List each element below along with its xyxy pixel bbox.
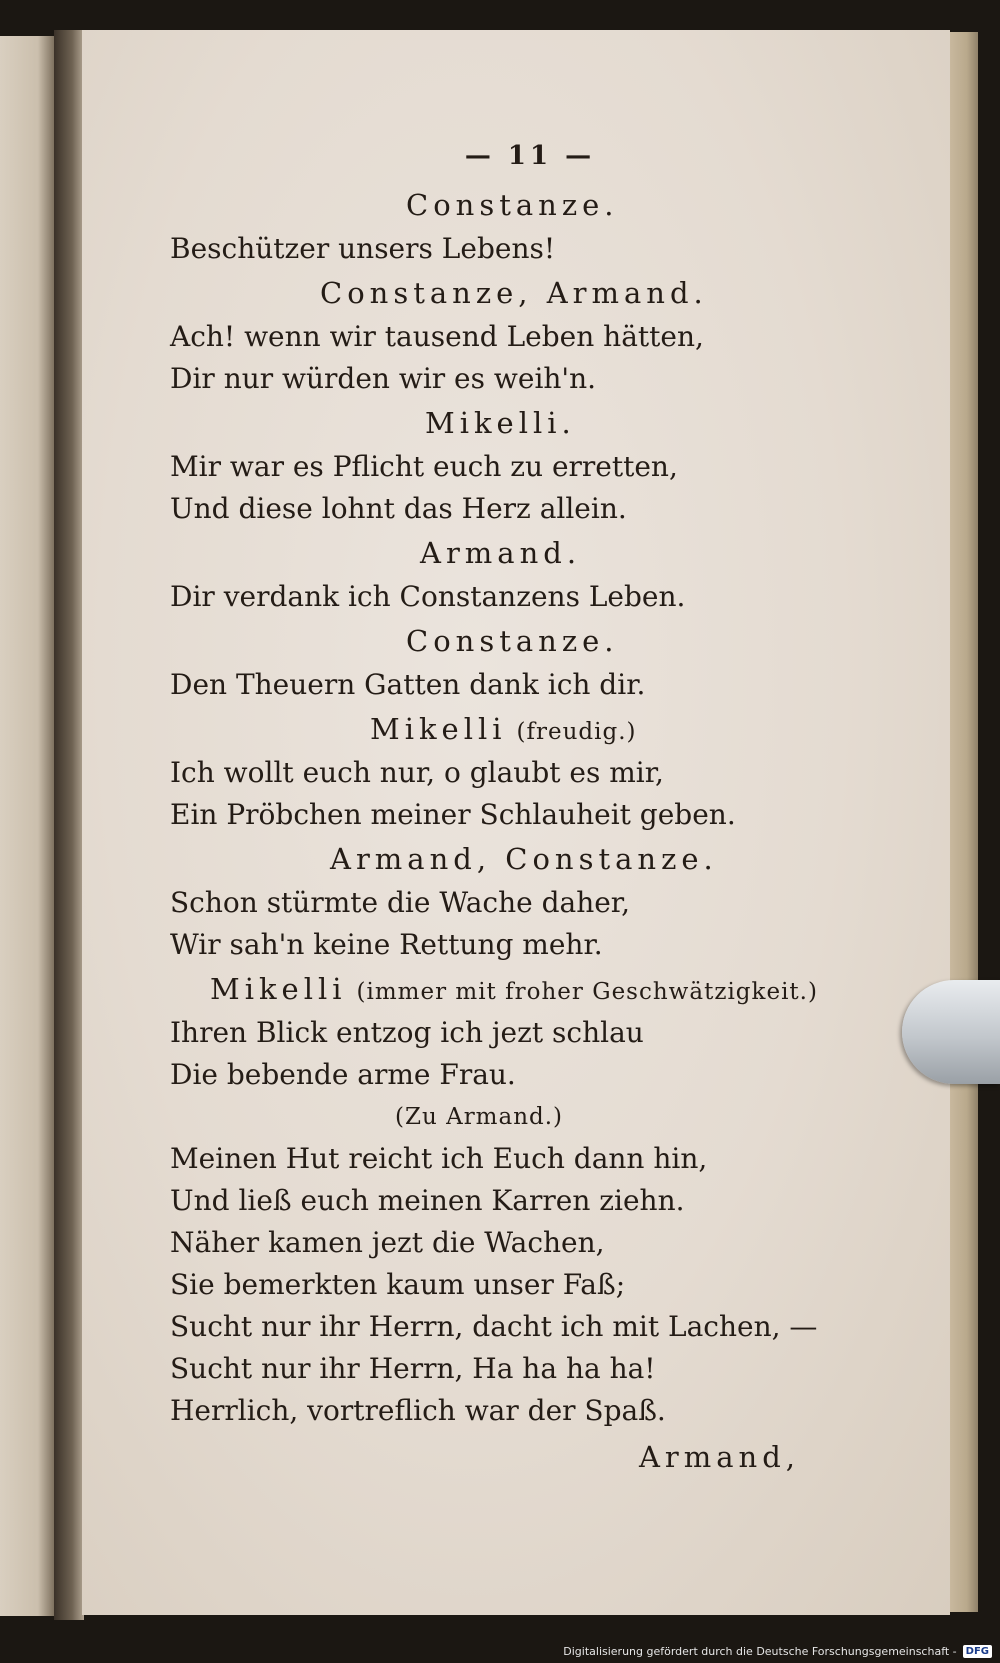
page-number: — 11 — (464, 141, 596, 171)
speaker-heading (170, 618, 830, 664)
speaker-heading (170, 182, 830, 228)
verse-line: Ihren Blick entzog ich jezt schlau (170, 1016, 644, 1049)
verse-line: Meinen Hut reicht ich Euch dann hin, (170, 1142, 708, 1175)
verse-line: Mir war es Pflicht euch zu erretten, (170, 450, 678, 483)
speaker-name: Armand, Constanze. (330, 842, 718, 876)
verse-line: Herrlich, vortreflich war der Spaß. (170, 1394, 666, 1427)
verse-line: Den Theuern Gatten dank ich dir. (170, 668, 646, 701)
speaker-name: Constanze. (406, 188, 619, 222)
stage-direction: (freudig.) (516, 719, 637, 745)
verse-line: Und ließ euch meinen Karren ziehn. (170, 1184, 685, 1217)
book-gutter (54, 30, 84, 1620)
verse-line: Die bebende arme Frau. (170, 1058, 516, 1091)
speaker-heading (170, 836, 830, 882)
verse-line: Beschützer unsers Lebens! (170, 232, 556, 265)
verse-line: Und diese lohnt das Herz allein. (170, 492, 627, 525)
verse-line: Wir sah'n keine Rettung mehr. (170, 928, 603, 961)
stage-direction: (Zu Armand.) (395, 1104, 564, 1130)
speaker-heading (170, 530, 830, 576)
speaker-heading (170, 706, 830, 752)
page-stack-edge (950, 32, 978, 1612)
speaker-heading (170, 966, 830, 1012)
page-text (170, 130, 830, 1482)
catchword: Armand, (638, 1440, 800, 1474)
verse-line: Ein Pröbchen meiner Schlauheit geben. (170, 798, 736, 831)
facing-page-edge (0, 36, 54, 1616)
speaker-name: Armand. (420, 536, 582, 570)
verse-line: Sie bemerkten kaum unser Faß; (170, 1268, 626, 1301)
stage-direction: (immer mit froher Geschwätzigkeit.) (356, 979, 818, 1005)
verse-line: Dir nur würden wir es weih'n. (170, 362, 597, 395)
verse-line: Näher kamen jezt die Wachen, (170, 1226, 605, 1259)
footer-text: Digitalisierung gefördert durch die Deutsche Forschungsgemeinschaft - (563, 1644, 957, 1658)
verse-line: Schon stürmte die Wache daher, (170, 886, 631, 919)
page-clip-tab (902, 980, 1000, 1084)
speaker-name: Mikelli. (425, 406, 576, 440)
speaker-name: Mikelli (210, 972, 347, 1006)
speaker-name: Mikelli (370, 712, 507, 746)
speaker-heading (170, 400, 830, 446)
dfg-logo: DFG (963, 1645, 992, 1658)
speaker-heading (170, 270, 830, 316)
verse-line: Dir verdank ich Constanzens Leben. (170, 580, 686, 613)
footer-credit (563, 1642, 992, 1660)
verse-line: Sucht nur ihr Herrn, dacht ich mit Lachen, — (170, 1310, 818, 1343)
verse-blocks (170, 182, 830, 1482)
speaker-name: Constanze. (406, 624, 619, 658)
verse-line: Sucht nur ihr Herrn, Ha ha ha ha! (170, 1352, 656, 1385)
verse-line: Ach! wenn wir tausend Leben hätten, (170, 320, 704, 353)
speaker-name: Constanze, Armand. (320, 276, 708, 310)
verse-line: Ich wollt euch nur, o glaubt es mir, (170, 756, 664, 789)
